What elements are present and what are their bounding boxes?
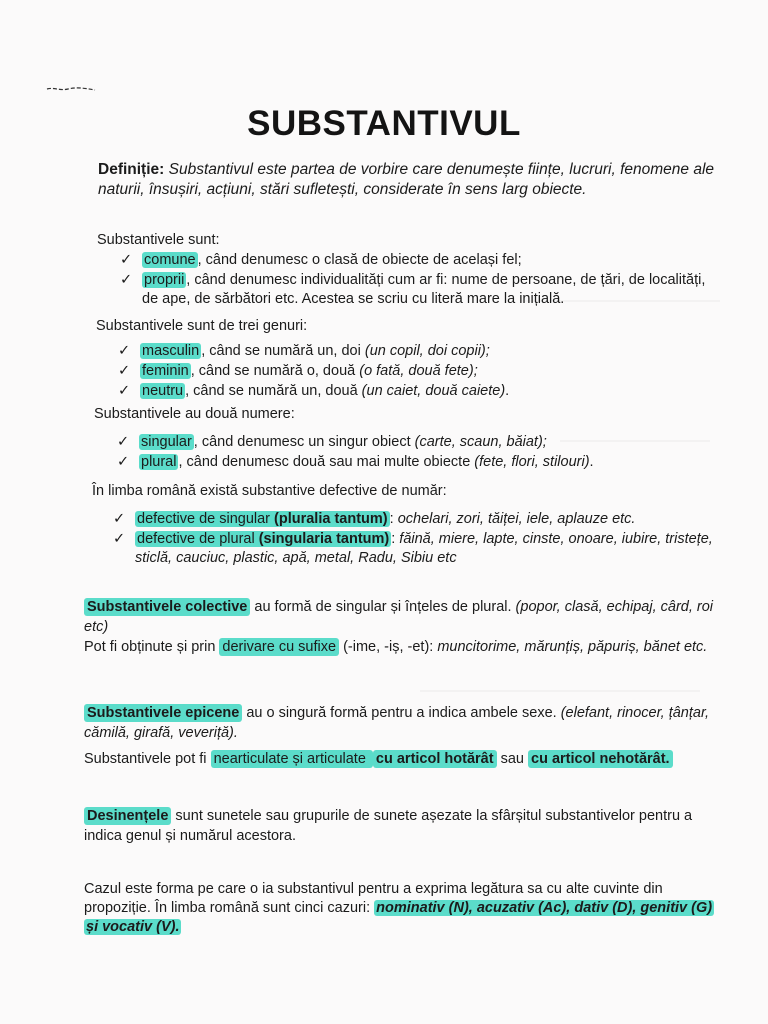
item-colon: : — [389, 511, 398, 527]
item-example: făină, miere, lapte, cinste, onoare, iubire, tristețe, sticlă, cauciuc, plastic, apă, metal, Radu, Sibiu etc — [135, 531, 713, 566]
cases-list: nominativ (N), acuzativ (Ac), dativ (D), genitiv (G) și vocativ (V). — [86, 900, 713, 935]
highlighted-term — [135, 531, 391, 547]
checkmark-icon: ✓ — [118, 343, 131, 359]
highlighted-term: cu articol nehotărât. — [528, 750, 673, 768]
highlighted-term: derivare cu sufixe — [219, 638, 339, 656]
endings-text: sunt sunetele sau grupurile de sunete așezate la sfârșitul substantivelor pentru a indica genul și numărul acestora. — [84, 808, 693, 844]
definition-paragraph — [98, 160, 738, 200]
collective-example: (popor, clasă, echipaj, cârd, roi etc) — [84, 599, 714, 635]
numbers-lead: Substantivele au două numere: — [94, 406, 295, 422]
page-title: SUBSTANTIVUL — [247, 104, 521, 143]
cases-paragraph — [84, 880, 724, 937]
defective-lead: În limba română există substantive defective de număr: — [92, 483, 447, 499]
types-list — [120, 251, 720, 310]
item-colon: : — [391, 531, 400, 547]
defective-latin: (singularia tantum) — [254, 531, 390, 547]
pen-scribble-mark — [46, 86, 96, 92]
definition-label: Definiție: — [98, 161, 165, 178]
defective-term: defective de plural — [137, 531, 255, 547]
checkmark-icon: ✓ — [117, 454, 130, 470]
item-example: ochelari, zori, tăiței, iele, aplauze etc. — [397, 511, 636, 527]
item-text: , când se numără o, două — [190, 363, 360, 379]
highlighted-term: neutru — [142, 383, 184, 399]
numbers-list — [117, 433, 737, 473]
collective-example-2: muncitorime, mărunțiș, păpuriș, bănet etc. — [437, 639, 708, 655]
types-lead: Substantivele sunt: — [97, 232, 220, 248]
list-item — [118, 342, 728, 361]
highlighted-term: Substantivele epicene — [84, 704, 242, 722]
defective-term: defective de singular — [137, 511, 270, 527]
item-text: , când denumesc două sau mai multe obiecte — [178, 454, 475, 470]
checkmark-icon: ✓ — [118, 363, 131, 379]
collective-suffixes: (-ime, -iș, -et): — [339, 639, 438, 655]
collective-line2: Pot fi obținute și prin — [84, 639, 220, 655]
checkmark-icon: ✓ — [118, 383, 131, 399]
checkmark-icon: ✓ — [117, 434, 130, 450]
highlighted-term: masculin — [142, 343, 200, 359]
epicene-paragraph — [84, 703, 724, 743]
checkmark-icon: ✓ — [120, 252, 133, 268]
highlighted-term: proprii — [144, 272, 185, 288]
item-example: (carte, scaun, băiat); — [414, 434, 547, 450]
list-item — [113, 530, 733, 568]
checkmark-icon: ✓ — [113, 531, 126, 547]
item-tail: . — [589, 454, 594, 470]
articulation-text: sau — [496, 751, 528, 767]
list-item — [117, 433, 737, 452]
show-through-mark — [420, 690, 700, 692]
highlighted-term: Substantivele colective — [84, 598, 250, 616]
checkmark-icon: ✓ — [120, 272, 133, 288]
definition-text: Substantivul este partea de vorbire care denumește ființe, lucruri, fenomene ale naturii, însușiri, acțiuni, stări sufletești, considerate în sens larg obiecte. — [98, 161, 715, 198]
item-text: , când se numără un, două — [185, 383, 362, 399]
defective-latin: (pluralia tantum) — [270, 511, 388, 527]
highlighted-term: comune — [144, 252, 196, 268]
item-example: (fete, flori, stilouri) — [474, 454, 590, 470]
highlighted-term: Desinențele — [84, 807, 171, 825]
list-item — [118, 362, 728, 381]
highlighted-term: nearticulate și articulate — [211, 750, 373, 768]
item-tail: . — [505, 383, 510, 399]
checkmark-icon: ✓ — [113, 511, 126, 527]
highlighted-term: feminin — [142, 363, 189, 379]
epicene-example: (elefant, rinocer, țânțar, cămilă, girafă, veveriță). — [84, 705, 710, 741]
collective-text: au formă de singular și înțeles de plural. — [250, 599, 516, 615]
item-text: , când se numără un, doi — [201, 343, 365, 359]
list-item — [118, 382, 728, 401]
collective-paragraph — [84, 597, 724, 657]
epicene-text: au o singură formă pentru a indica ambele sexe. — [242, 705, 561, 721]
highlighted-term: cu articol hotărât — [373, 750, 497, 768]
item-example: (o fată, două fete); — [359, 363, 478, 379]
cases-text: Cazul este forma pe care o ia substantivul pentru a exprima legătura sa cu alte cuvinte din propoziție. În limba română sunt cinci cazuri: — [84, 881, 663, 916]
item-example: (un caiet, două caiete) — [361, 383, 506, 399]
highlighted-term: plural — [141, 454, 177, 470]
defective-list — [113, 510, 733, 569]
list-item — [117, 453, 737, 472]
articulation-paragraph — [84, 750, 744, 769]
list-item — [120, 251, 720, 270]
list-item — [120, 271, 720, 309]
articulation-text: Substantivele pot fi — [84, 751, 211, 767]
item-text: , când denumesc individualități cum ar fi: nume de persoane, de țări, de localități, de ape, de sărbători etc. Acestea se scriu cu literă mare la inițială. — [142, 272, 706, 307]
item-text: , când denumesc o clasă de obiecte de același fel; — [197, 252, 522, 268]
highlighted-term: singular — [141, 434, 192, 450]
endings-paragraph — [84, 806, 724, 846]
item-example: (un copil, doi copii); — [364, 343, 490, 359]
genders-lead: Substantivele sunt de trei genuri: — [96, 318, 308, 334]
genders-list — [118, 342, 728, 402]
list-item — [113, 510, 733, 529]
highlighted-term — [135, 511, 390, 527]
item-text: , când denumesc un singur obiect — [193, 434, 415, 450]
